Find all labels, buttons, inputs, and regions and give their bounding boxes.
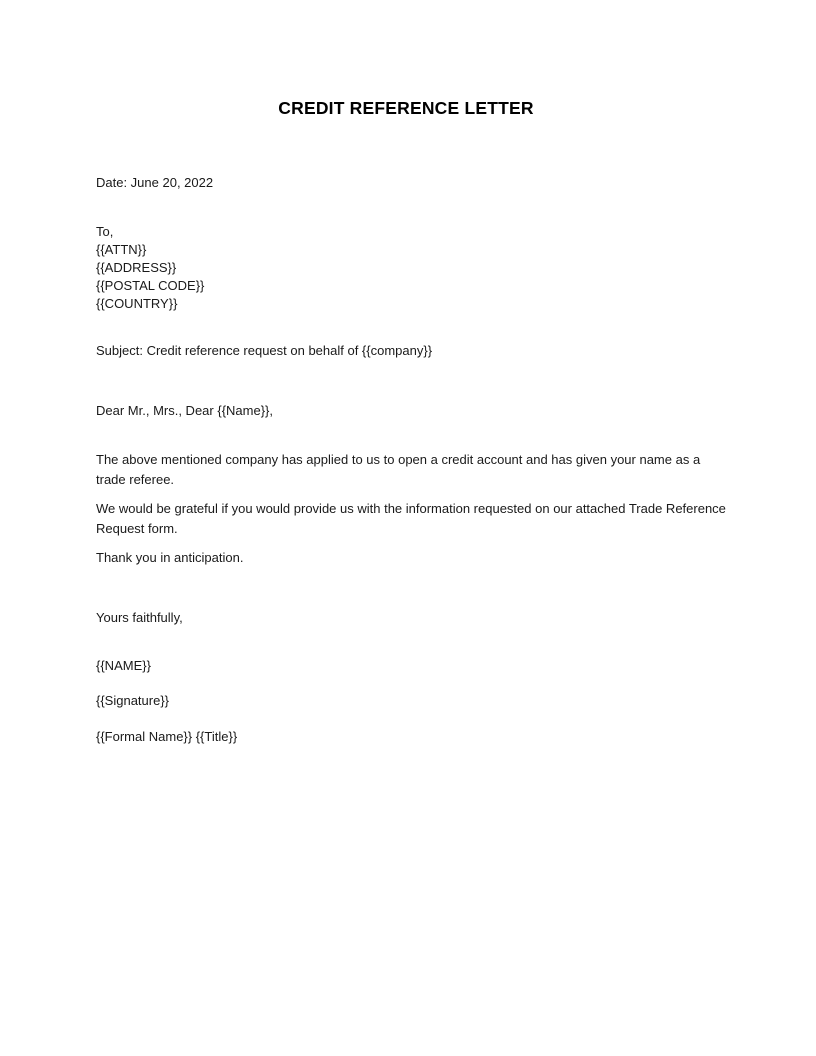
body-paragraph-3: Thank you in anticipation. [96,550,244,565]
recipient-address: {{ADDRESS}} [96,260,177,275]
signatory-name: {{NAME}} [96,658,151,673]
recipient-country: {{COUNTRY}} [96,296,178,311]
recipient-attn: {{ATTN}} [96,242,147,257]
formal-name-title: {{Formal Name}} {{Title}} [96,729,238,744]
closing-line: Yours faithfully, [96,610,183,625]
recipient-address-block [96,223,204,313]
greeting-line: Dear Mr., Mrs., Dear {{Name}}, [96,403,274,418]
recipient-to: To, [96,224,114,239]
subject-line: Subject: Credit reference request on behalf of {{company}} [96,343,433,358]
document-title: CREDIT REFERENCE LETTER [278,98,534,118]
recipient-postal-code: {{POSTAL CODE}} [96,278,205,293]
signature-placeholder: {{Signature}} [96,693,170,708]
body-paragraph-1: The above mentioned company has applied to us to open a credit account and has given your name as a trade referee. [96,452,701,487]
body-paragraph-2: We would be grateful if you would provide us with the information requested on our attached Trade Reference Request form. [96,501,726,536]
date-line: Date: June 20, 2022 [96,175,214,190]
